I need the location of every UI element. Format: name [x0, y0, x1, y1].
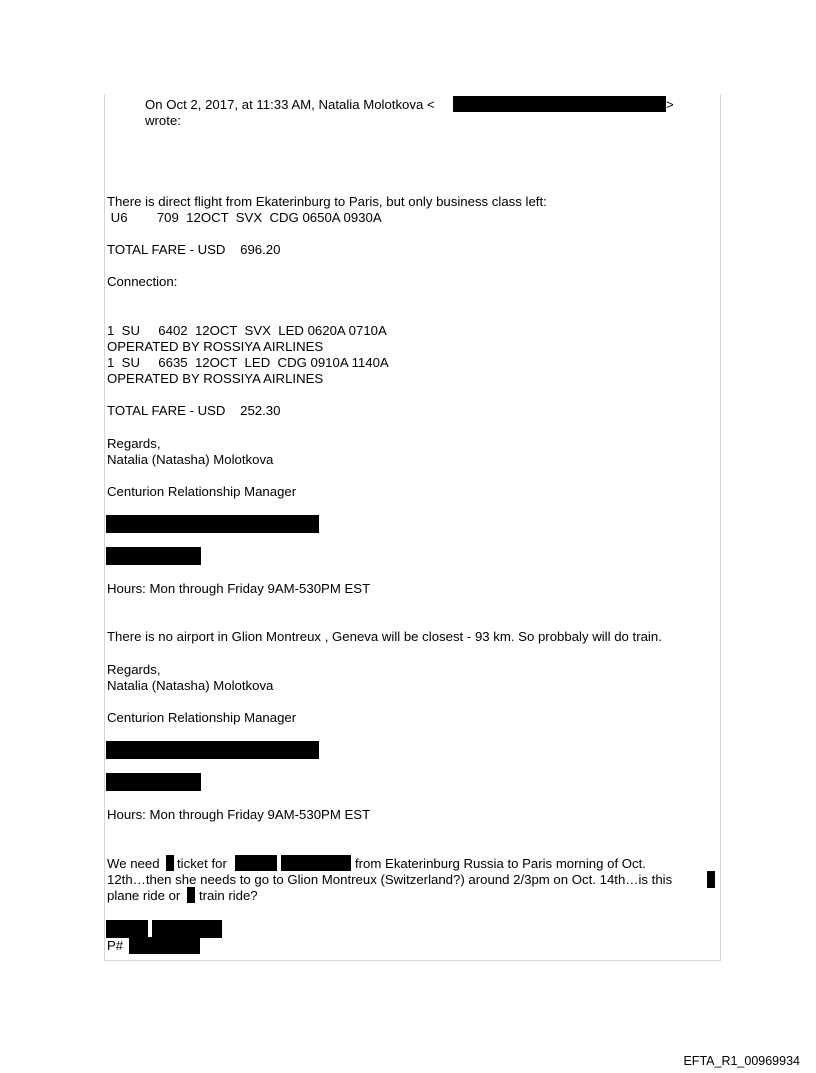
- request-seg-1: We need: [107, 856, 160, 871]
- signature-title: Centurion Relationship Manager: [107, 710, 297, 725]
- redacted-name: [281, 855, 351, 871]
- quote-header-suffix: >: [666, 97, 674, 112]
- request-seg-2: ticket for: [177, 856, 227, 871]
- redacted-email-address: [453, 96, 666, 112]
- redacted-phone-number: [129, 937, 200, 954]
- quote-header-prefix: On Oct 2, 2017, at 11:33 AM, Natalia Molotkova <: [145, 97, 435, 112]
- redacted-word: [707, 871, 715, 888]
- signature-hours: Hours: Mon through Friday 9AM-530PM EST: [107, 807, 371, 822]
- connection-leg-2-operator: OPERATED BY ROSSIYA AIRLINES: [107, 371, 324, 386]
- signature-name: Natalia (Natasha) Molotkova: [107, 678, 274, 693]
- redacted-signature-line: [106, 773, 201, 791]
- connection-label: Connection:: [107, 274, 178, 289]
- phone-label: P#: [107, 938, 124, 953]
- redacted-word: [187, 887, 195, 903]
- redacted-signature-line: [106, 515, 319, 533]
- signature-regards: Regards,: [107, 662, 161, 677]
- direct-flight-intro: There is direct flight from Ekaterinburg to Paris, but only business class left:: [107, 194, 547, 209]
- connection-leg-1-operator: OPERATED BY ROSSIYA AIRLINES: [107, 339, 324, 354]
- request-seg-3: from Ekaterinburg Russia to Paris morning of Oct.: [355, 856, 646, 871]
- quote-header-line: [145, 97, 435, 113]
- redacted-word: [166, 855, 174, 871]
- total-fare-direct: TOTAL FARE - USD 696.20: [107, 242, 281, 257]
- redacted-sender-name: [106, 920, 148, 938]
- total-fare-connection: TOTAL FARE - USD 252.30: [107, 403, 281, 418]
- geneva-message: There is no airport in Glion Montreux , Geneva will be closest - 93 km. So probbaly will do train.: [107, 629, 662, 644]
- redacted-signature-line: [106, 547, 201, 565]
- redacted-signature-line: [106, 741, 319, 759]
- connection-leg-2: 1 SU 6635 12OCT LED CDG 0910A 1140A: [107, 355, 389, 370]
- redacted-name: [235, 855, 277, 871]
- redacted-sender-name: [152, 920, 222, 938]
- signature-regards: Regards,: [107, 436, 161, 451]
- request-line-3a: plane ride or: [107, 888, 181, 903]
- signature-name: Natalia (Natasha) Molotkova: [107, 452, 274, 467]
- request-line-2: 12th…then she needs to go to Glion Montreux (Switzerland?) around 2/3pm on Oct. 14th…is this: [107, 872, 673, 887]
- document-id: EFTA_R1_00969934: [683, 1054, 800, 1068]
- connection-leg-1: 1 SU 6402 12OCT SVX LED 0620A 0710A: [107, 323, 387, 338]
- signature-title: Centurion Relationship Manager: [107, 484, 297, 499]
- quote-header-wrote: wrote:: [145, 113, 181, 128]
- signature-hours: Hours: Mon through Friday 9AM-530PM EST: [107, 581, 371, 596]
- request-line-3b: train ride?: [199, 888, 258, 903]
- direct-flight-line: U6 709 12OCT SVX CDG 0650A 0930A: [107, 210, 382, 225]
